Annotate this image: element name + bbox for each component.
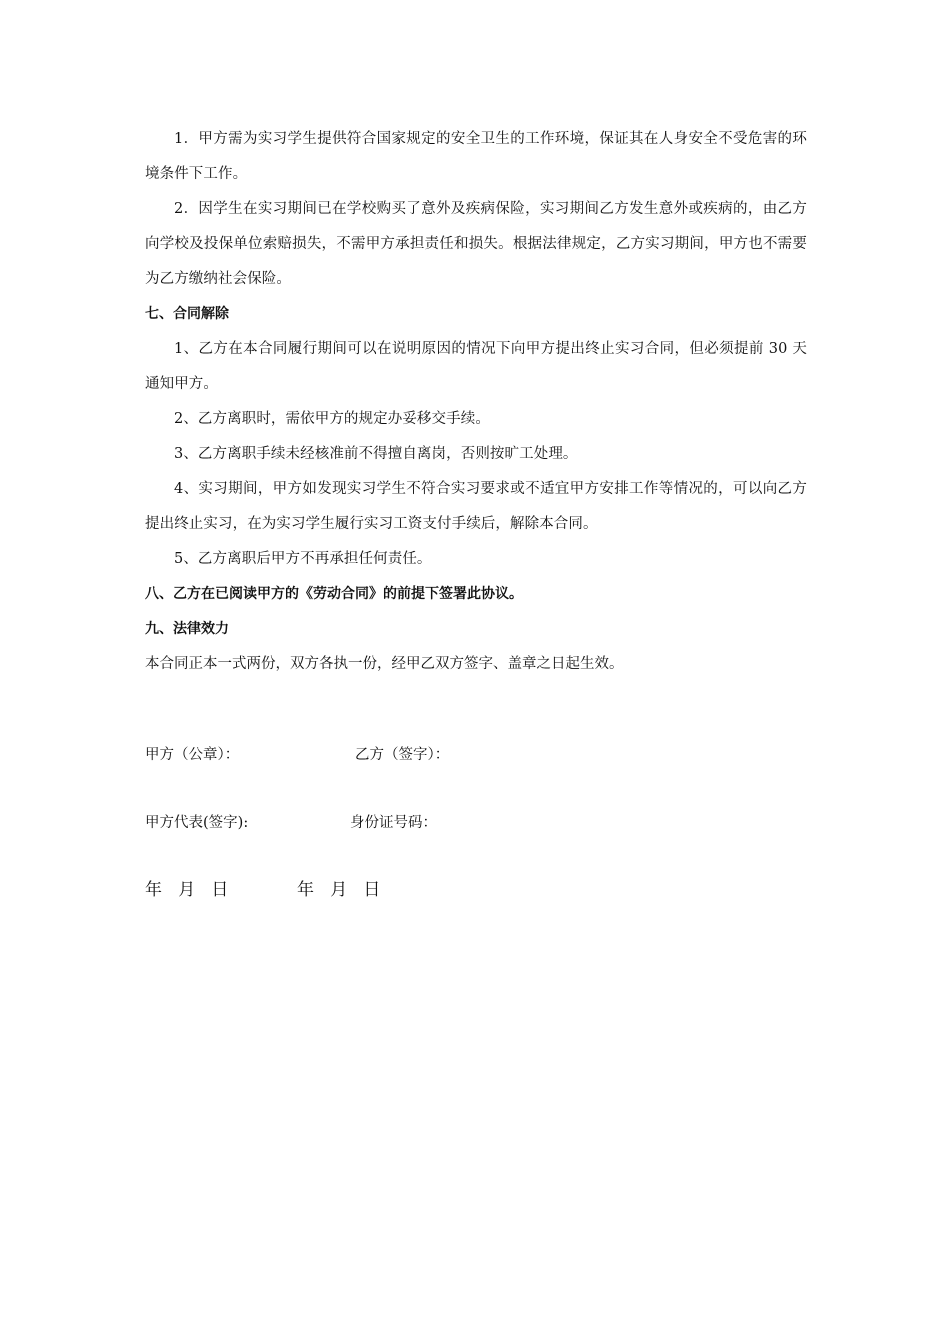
party-a-date: 年 月 日 [145,880,229,900]
section7-item4: 4、实习期间，甲方如发现实习学生不符合实习要求或不适宜甲方安排工作等情况的，可以向乙方提出终止实习，在为实习学生履行实习工资支付手续后，解除本合同。 [145,481,807,532]
section7-item3: 3、乙方离职手续未经核准前不得擅自离岗，否则按旷工处理。 [174,446,578,462]
section6-item2: 2．因学生在实习期间已在学校购买了意外及疾病保险，实习期间乙方发生意外或疾病的，由乙方向学校及投保单位索赔损失，不需甲方承担责任和损失。根据法律规定，乙方实习期间，甲方也不需要为乙方缴纳社会保险。 [145,201,807,287]
party-a-representative-label: 甲方代表(签字): [145,815,249,831]
signature-row-representatives [145,811,645,835]
section7-item1: 1、乙方在本合同履行期间可以在说明原因的情况下向甲方提出终止实习合同，但必须提前 30 天通知甲方。 [145,341,807,392]
section7-item2: 2、乙方离职时，需依甲方的规定办妥移交手续。 [174,411,490,427]
section9-heading: 九、法律效力 [145,621,229,637]
section9-text: 本合同正本一式两份，双方各执一份，经甲乙双方签字、盖章之日起生效。 [145,656,624,672]
id-number-label: 身份证号码： [350,815,437,831]
contract-body [145,122,807,682]
signature-row-parties [145,743,645,767]
section7-item5: 5、乙方离职后甲方不再承担任何责任。 [174,551,432,567]
section8-heading: 八、乙方在已阅读甲方的《劳动合同》的前提下签署此协议。 [145,586,523,602]
party-b-sign-label: 乙方（签字）： [355,747,450,763]
party-b-date: 年 月 日 [297,880,381,900]
signature-dates [145,876,545,904]
section6-item1: 1．甲方需为实习学生提供符合国家规定的安全卫生的工作环境，保证其在人身安全不受危害的环境条件下工作。 [145,131,807,182]
party-a-seal-label: 甲方（公章）： [145,747,240,763]
section7-heading: 七、合同解除 [145,306,229,322]
